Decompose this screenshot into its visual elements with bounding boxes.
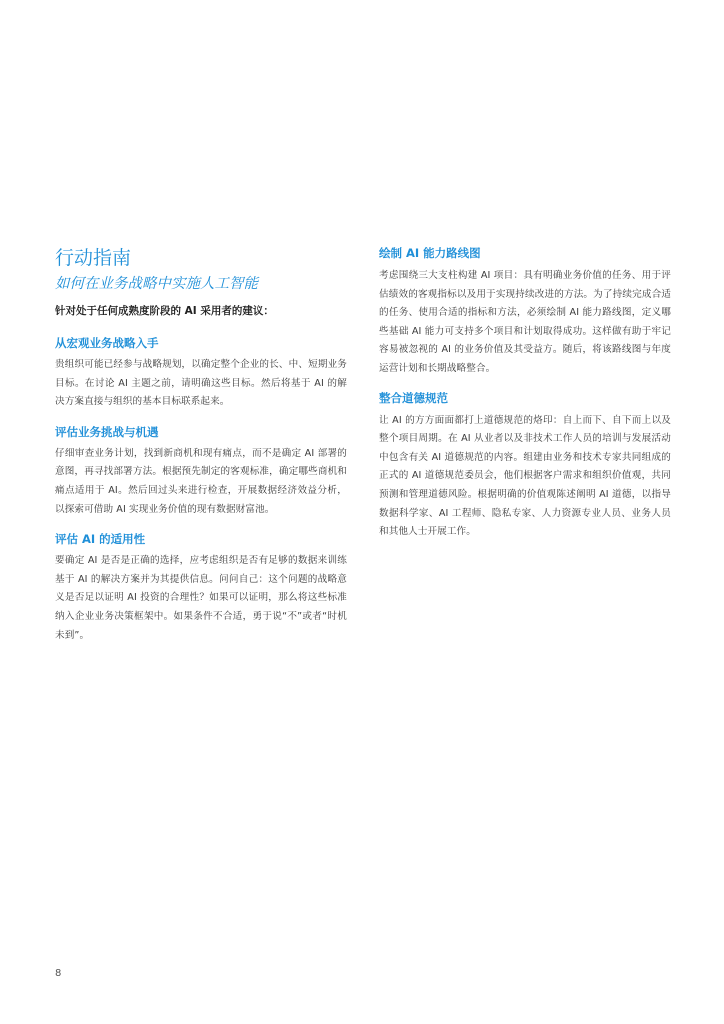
section-body-roadmap: 考虑围绕三大支柱构建 AI 项目：具有明确业务价值的任务、用于评估绩效的客观指标以及用于实现持续改进的方法。为了持续完成合适的任务、使用合适的指标和方法，必须绘制 AI 能力路线图，定义哪些基础 AI 能力可支持多个项目和计划取得成功。这样做有助于牢记容易被忽视的 AI 的业务价值及其受益方。随后，将该路线图与年度运营计划和长期战略整合。 [379, 270, 671, 374]
page-title: 行动指南 [55, 247, 132, 269]
section-body-ethics: 让 AI 的方方面面都打上道德规范的烙印：自上而下、自下而上以及整个项目周期。在 AI 从业者以及非技术工作人员的培训与发展活动中包含有关 AI 道德规范的内容。组建由业务和技术专家共同组成的正式的 AI 道德规范委员会，他们根据客户需求和组织价值观，共同预测和管理道德风险。根据明确的价值观陈述阐明 AI 道德，以指导数据科学家、AI 工程师、隐私专家、人力资源专业人员、业务人员和其他人士开展工作。 [379, 414, 671, 538]
section-heading-ethics: 整合道德规范 [379, 390, 448, 405]
left-column [55, 244, 347, 645]
page-subtitle: 如何在业务战略中实施人工智能 [55, 276, 258, 292]
page-number: 8 [55, 968, 62, 979]
section-heading-ai-suitability: 评估 AI 的适用性 [55, 532, 146, 547]
section-heading-macro-strategy: 从宏观业务战略入手 [55, 336, 159, 350]
section-heading-challenges: 评估业务挑战与机遇 [55, 424, 159, 439]
section-body-challenges: 仔细审查业务计划，找到新商机和现有痛点，而不是确定 AI 部署的意图，再寻找部署方法。根据预先制定的客观标准，确定哪些商机和痛点适用于 AI。然后回过头来进行检查，开展数据经济效益分析，以探索可借助 AI 实现业务价值的现有数据财富池。 [55, 447, 347, 515]
right-column [379, 244, 671, 542]
intro-text: 针对处于任何成熟度阶段的 AI 采用者的建议： [55, 305, 274, 317]
section-body-macro-strategy: 贵组织可能已经参与战略规划，以确定整个企业的长、中、短期业务目标。在讨论 AI 主题之前，请明确这些目标。然后将基于 AI 的解决方案直接与组织的基本目标联系起来。 [55, 359, 347, 408]
section-body-ai-suitability: 要确定 AI 是否是正确的选择，应考虑组织是否有足够的数据来训练基于 AI 的解决方案并为其提供信息。问问自己：这个问题的战略意义是否足以证明 AI 投资的合理性？如果可以证明，那么将这些标准纳入企业业务决策框架中。如果条件不合适，勇于说“不”或者“时机未到”。 [55, 555, 347, 641]
section-heading-roadmap: 绘制 AI 能力路线图 [379, 246, 481, 260]
